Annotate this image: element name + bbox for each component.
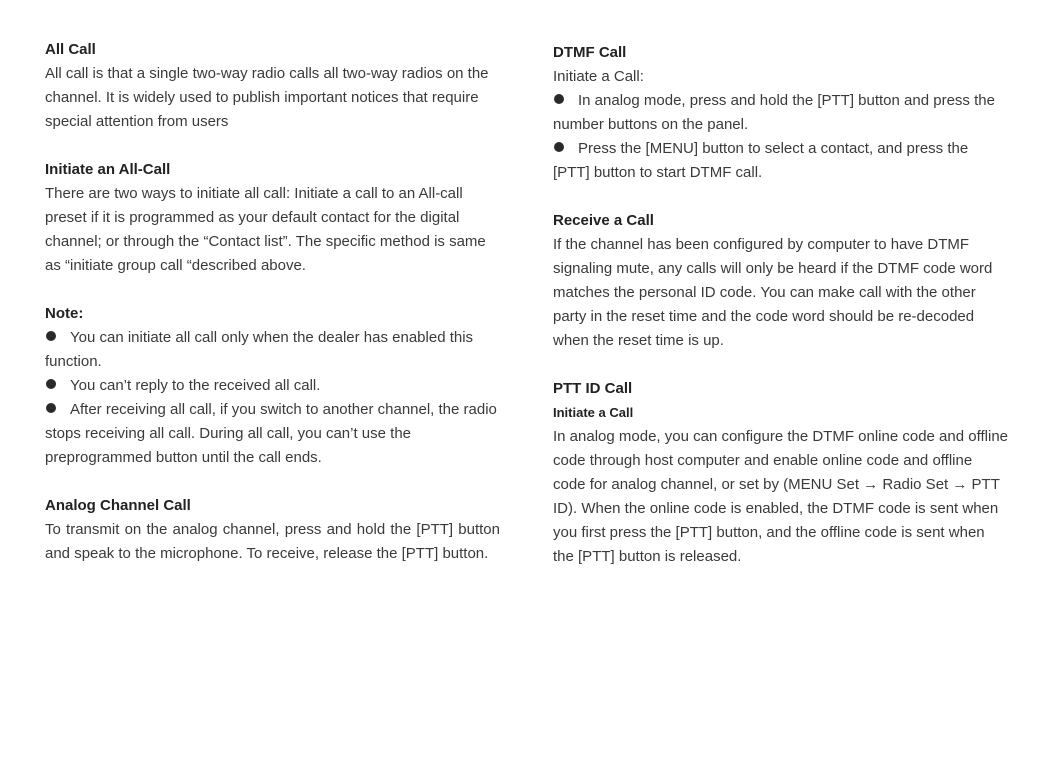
dtmf-call-heading: DTMF Call (553, 44, 627, 61)
right-column (553, 41, 1008, 569)
bullet-dot-icon (554, 142, 564, 152)
dtmf-bullet-1 (553, 89, 1008, 137)
note-bullet-1-text: You can initiate all call only when the dealer has enabled this function. (45, 329, 474, 370)
receive-call-body: If the channel has been configured by computer to have DTMF signaling mute, any calls will only be heard if the DTMF code word matches the personal ID code. You can make call with the other party in the reset time and the code word should be re-decoded when the reset time is up. (553, 236, 993, 349)
analog-channel-call-body: To transmit on the analog channel, press and hold the [PTT] button and speak to the microphone. To receive, release the [PTT] button. (45, 521, 500, 562)
all-call-heading: All Call (45, 41, 96, 58)
note-bullet-1 (45, 326, 500, 374)
note-bullet-2-text: You can’t reply to the received all call. (70, 377, 321, 394)
bullet-dot-icon (46, 403, 56, 413)
ptt-id-body: In analog mode, you can configure the DTMF online code and offline code through host computer and enable online code and offline code for analog channel, or set by (MENU Set → Radio Set → PTT ID). When the online code is enabled, the DTMF code is sent when you first press the [PTT] button, and the offline code is sent when the [PTT] button is released. (553, 428, 1009, 565)
receive-call-heading: Receive a Call (553, 212, 654, 229)
ptt-id-call-heading: PTT ID Call (553, 380, 633, 397)
ptt-id-subheading: Initiate a Call (553, 405, 634, 420)
initiate-all-call-body: There are two ways to initiate all call: Initiate a call to an All-call preset if it is programmed as your default contact for the digital channel; or through the “Contact list”. The specific method is same as “initiate group call “described above. (45, 185, 486, 274)
analog-channel-call-heading: Analog Channel Call (45, 497, 191, 514)
dtmf-intro: Initiate a Call: (553, 68, 644, 85)
dtmf-bullet-2-text: Press the [MENU] button to select a contact, and press the [PTT] button to start DTMF call. (553, 140, 969, 181)
bullet-dot-icon (46, 379, 56, 389)
dtmf-bullet-2 (553, 137, 1008, 185)
note-bullet-3-text: After receiving all call, if you switch to another channel, the radio stops receiving all call. During all call, you can’t use the preprogrammed button until the call ends. (45, 401, 497, 466)
bullet-dot-icon (554, 94, 564, 104)
left-column (45, 38, 500, 566)
note-bullet-2 (45, 374, 500, 398)
all-call-body: All call is that a single two-way radio calls all two-way radios on the channel. It is widely used to publish important notices that require special attention from users (45, 65, 489, 130)
initiate-all-call-heading: Initiate an All-Call (45, 161, 171, 178)
bullet-dot-icon (46, 331, 56, 341)
note-bullet-3 (45, 398, 500, 470)
dtmf-bullet-1-text: In analog mode, press and hold the [PTT] button and press the number buttons on the panel. (553, 92, 995, 133)
note-heading: Note: (45, 305, 84, 322)
